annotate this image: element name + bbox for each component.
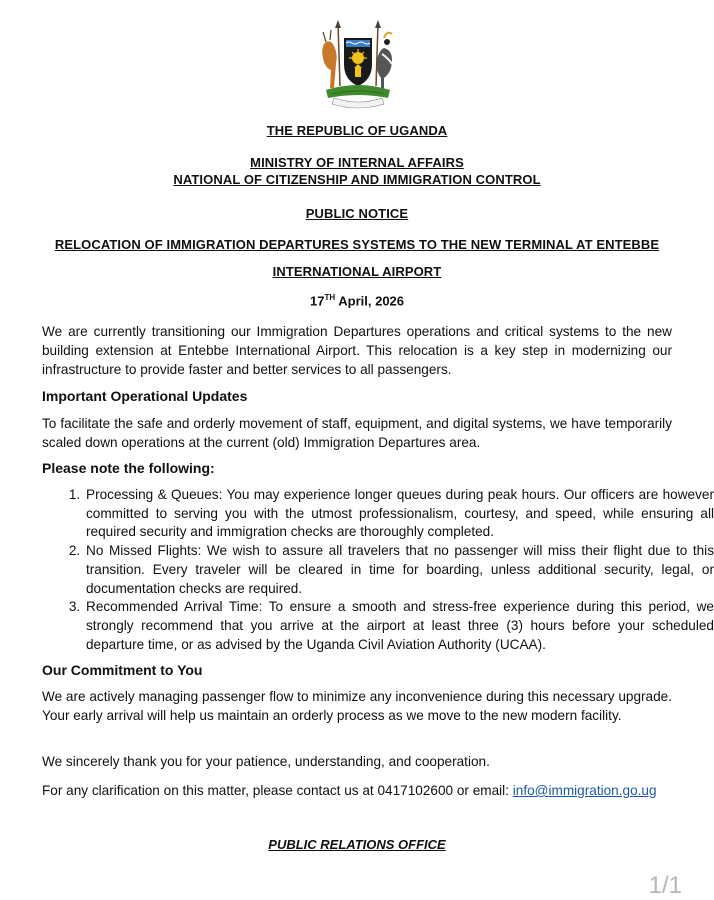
notice-title-line-1: RELOCATION OF IMMIGRATION DEPARTURES SYSTEMS TO THE NEW TERMINAL AT ENTEBBE xyxy=(54,237,660,252)
commitment-paragraph: We are actively managing passenger flow to minimize any inconvenience during this necessary upgrade. Your early arrival will help us maintain an orderly process as we move to the new modern facility. xyxy=(42,689,672,723)
note-item-processing: 1. Processing & Queues: You may experience longer queues during peak hours. Our officers are however committed to serving you with the utmost professionalism, courtesy, and speed, while ensuring all required security and immigration checks are thoroughly completed. xyxy=(84,486,714,542)
notice-date xyxy=(40,293,674,308)
contact-text: For any clarification on this matter, please contact us at 0417102600 or email: xyxy=(42,783,513,798)
commitment-heading: Our Commitment to You xyxy=(42,662,203,678)
updates-paragraph: To facilitate the safe and orderly movement of staff, equipment, and digital systems, we have temporarily scaled down operations at the current (old) Immigration Departures area. xyxy=(42,416,672,450)
updates-heading: Important Operational Updates xyxy=(42,388,248,404)
date-day: 17 xyxy=(309,293,325,309)
date-month-year: April, 2026 xyxy=(335,293,405,309)
note-heading: Please note the following: xyxy=(42,460,215,476)
date-suffix: TH xyxy=(324,293,336,302)
note-item-missed-flights: 2. No Missed Flights: We wish to assure all travelers that no passenger will miss their flight due to this transition. Every traveler will be cleared in time for boarding, unless additional security, legal, or documentation checks are required. xyxy=(84,542,714,598)
notes-list xyxy=(42,486,714,654)
contact-email-link[interactable]: info@immigration.go.ug xyxy=(512,783,657,798)
page-indicator: 1/1 xyxy=(648,872,682,899)
republic-heading: THE REPUBLIC OF UGANDA xyxy=(266,123,448,138)
uganda-coat-of-arms-icon xyxy=(310,18,406,110)
ministry-heading: MINISTRY OF INTERNAL AFFAIRS xyxy=(250,155,464,170)
intro-paragraph: We are currently transitioning our Immigration Departures operations and critical systems to the new building extension at Entebbe International Airport. This relocation is a key step in modernizing our infrastructure to provide faster and better services to all passengers. xyxy=(42,324,672,377)
note-item-arrival-time: 3. Recommended Arrival Time: To ensure a smooth and stress-free experience during this period, we strongly recommend that you arrive at the airport at least three (3) hours before your scheduled departure time, or as advised by the Uganda Civil Aviation Authority (UCAA). xyxy=(84,598,714,654)
public-relations-office-signature: PUBLIC RELATIONS OFFICE xyxy=(268,837,446,852)
notice-title-line-2: INTERNATIONAL AIRPORT xyxy=(272,264,442,279)
directorate-heading: NATIONAL OF CITIZENSHIP AND IMMIGRATION CONTROL xyxy=(173,172,541,187)
thanks-paragraph: We sincerely thank you for your patience, understanding, and cooperation. xyxy=(42,754,490,769)
notice-type-heading: PUBLIC NOTICE xyxy=(305,206,409,221)
contact-paragraph xyxy=(42,782,672,801)
